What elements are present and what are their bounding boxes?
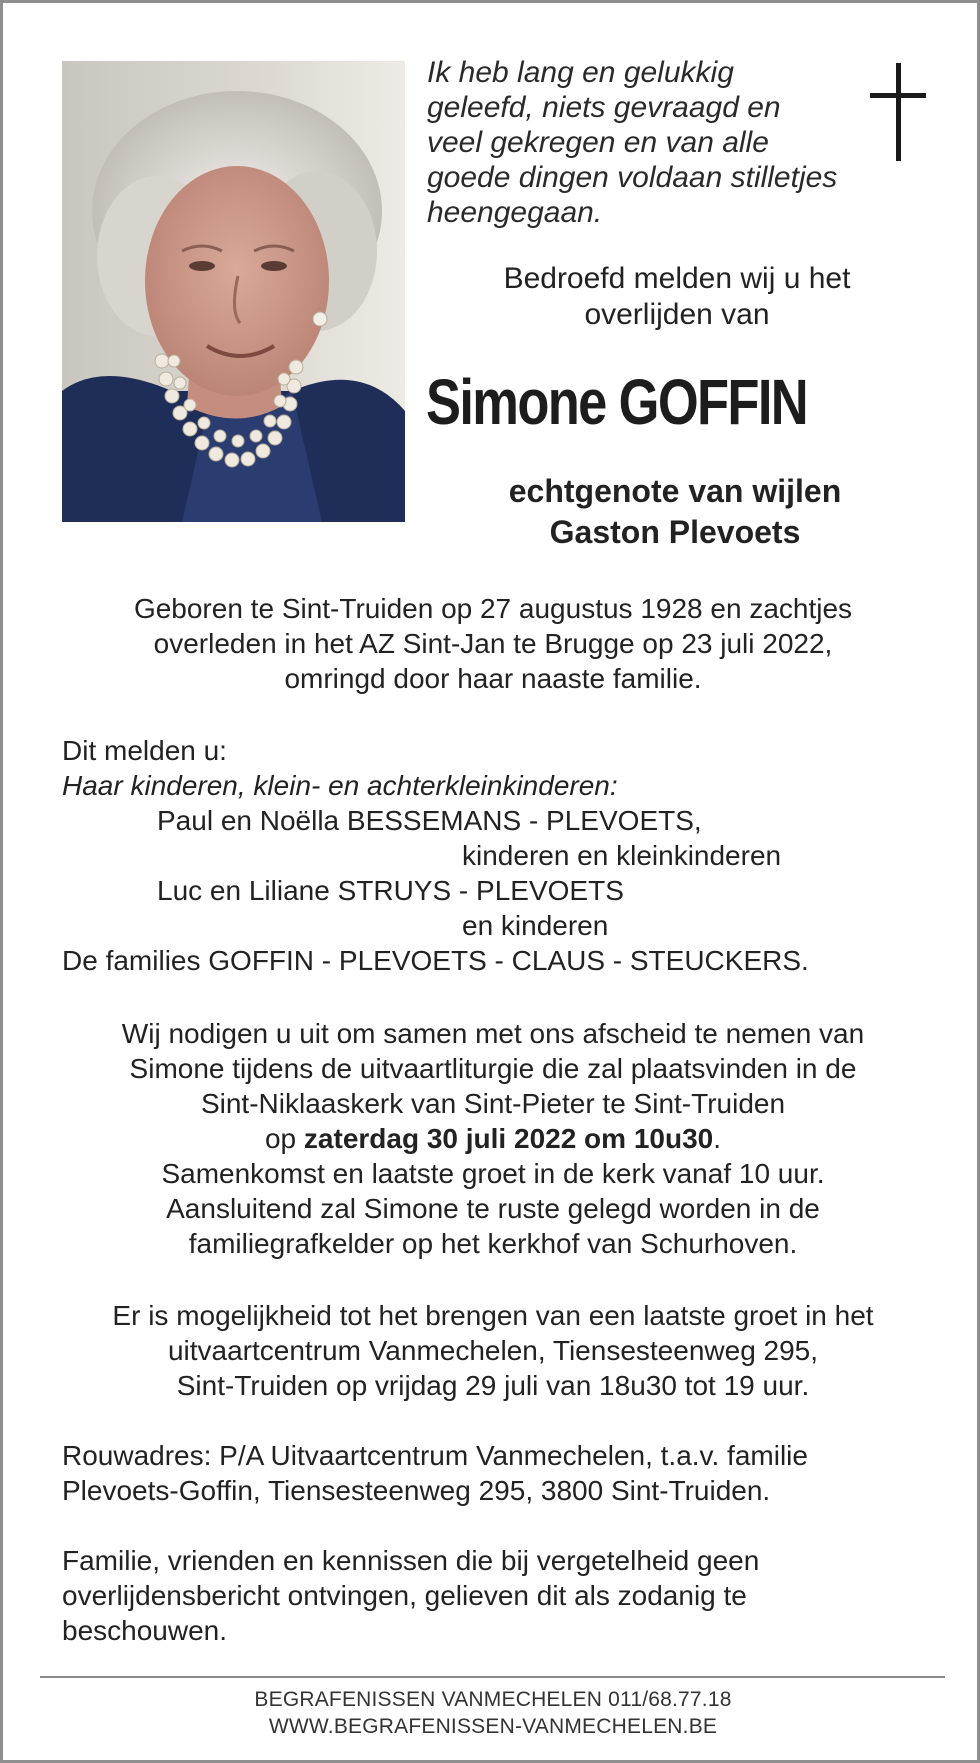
visitation-paragraph [43, 1298, 943, 1403]
spouse-line: echtgenote van wijlen [508, 473, 842, 509]
paragraph-line: Sint-Niklaaskerk van Sint-Pieter te Sint-Truiden [200, 1088, 786, 1119]
family-intro: Dit melden u: [62, 735, 227, 766]
mourning-address [62, 1438, 942, 1508]
paragraph-line: familiegrafkelder op het kerkhof van Schurhoven. [188, 1228, 798, 1259]
paragraph-line: Samenkomst en laatste groet in de kerk vanaf 10 uur. [161, 1158, 825, 1189]
family-line: Luc en Liliane STRUYS - PLEVOETS [157, 875, 624, 906]
paragraph-line: Wij nodigen u uit om samen met ons afscheid te nemen van [121, 1018, 865, 1049]
family-line: en kinderen [462, 910, 609, 941]
poem-line: Ik heb lang en gelukkig [427, 56, 734, 89]
family-list [62, 733, 942, 978]
funeral-date-line [43, 1121, 943, 1156]
spouse-line: Gaston Plevoets [549, 514, 801, 550]
poem-line: geleefd, niets gevraagd en [427, 91, 781, 124]
paragraph-line: Familie, vrienden en kennissen die bij vergetelheid geen [62, 1545, 760, 1576]
paragraph-line: overlijdensbericht ontvingen, gelieven dit als zodanig te [62, 1580, 747, 1611]
announcement [427, 261, 927, 333]
families-line: De families GOFFIN - PLEVOETS - CLAUS - STEUCKERS. [62, 945, 809, 976]
spouse-info [443, 471, 907, 553]
paragraph-line: omringd door haar naaste familie. [284, 663, 702, 694]
birth-death-paragraph [43, 591, 943, 696]
poem-line: veel gekregen en van alle [427, 126, 769, 159]
poem-line: heengegaan. [427, 196, 603, 229]
family-line: kinderen en kleinkinderen [462, 840, 782, 871]
poem-line: goede dingen voldaan stilletjes [427, 161, 838, 194]
paragraph-line: uitvaartcentrum Vanmechelen, Tiensesteenweg 295, [167, 1335, 819, 1366]
family-line: Paul en Noëlla BESSEMANS - PLEVOETS, [157, 805, 702, 836]
family-subtitle: Haar kinderen, klein- en achterkleinkinderen: [62, 770, 618, 801]
paragraph-line: beschouwen. [62, 1615, 228, 1646]
paragraph-line: Sint-Truiden op vrijdag 29 juli van 18u30 tot 19 uur. [176, 1370, 810, 1401]
date-prefix: op [264, 1123, 304, 1154]
paragraph-line: Er is mogelijkheid tot het brengen van een laatste groet in het [112, 1300, 874, 1331]
funeral-home-footer [43, 1686, 943, 1740]
announcement-line: Bedroefd melden wij u het [503, 262, 851, 295]
invitation-paragraph [43, 1016, 943, 1261]
announcement-line: overlijden van [584, 298, 770, 331]
funeral-date: zaterdag 30 juli 2022 om 10u30 [303, 1123, 714, 1154]
portrait-photo [62, 61, 405, 522]
poem-quote [427, 55, 857, 230]
paragraph-line: Simone tijdens de uitvaartliturgie die zal plaatsvinden in de [129, 1053, 857, 1084]
date-suffix: . [713, 1123, 722, 1154]
deceased-name: Simone GOFFIN [426, 366, 808, 438]
paragraph-line: Geboren te Sint-Truiden op 27 augustus 1928 en zachtjes [133, 593, 853, 624]
funeral-home-website: WWW.BEGRAFENISSEN-VANMECHELEN.BE [268, 1715, 718, 1738]
paragraph-line: overleden in het AZ Sint-Jan te Brugge op 23 juli 2022, [153, 628, 833, 659]
paragraph-line: Plevoets-Goffin, Tiensesteenweg 295, 3800 Sint-Truiden. [62, 1475, 771, 1506]
paragraph-line: Rouwadres: P/A Uitvaartcentrum Vanmechelen, t.a.v. familie [62, 1440, 808, 1471]
notice-paragraph [62, 1543, 942, 1648]
cross-icon [867, 63, 927, 163]
footer-divider [40, 1676, 945, 1678]
portrait-illustration [62, 61, 405, 522]
paragraph-line: Aansluitend zal Simone te ruste gelegd worden in de [166, 1193, 820, 1224]
funeral-home-contact: BEGRAFENISSEN VANMECHELEN 011/68.77.18 [254, 1688, 732, 1711]
